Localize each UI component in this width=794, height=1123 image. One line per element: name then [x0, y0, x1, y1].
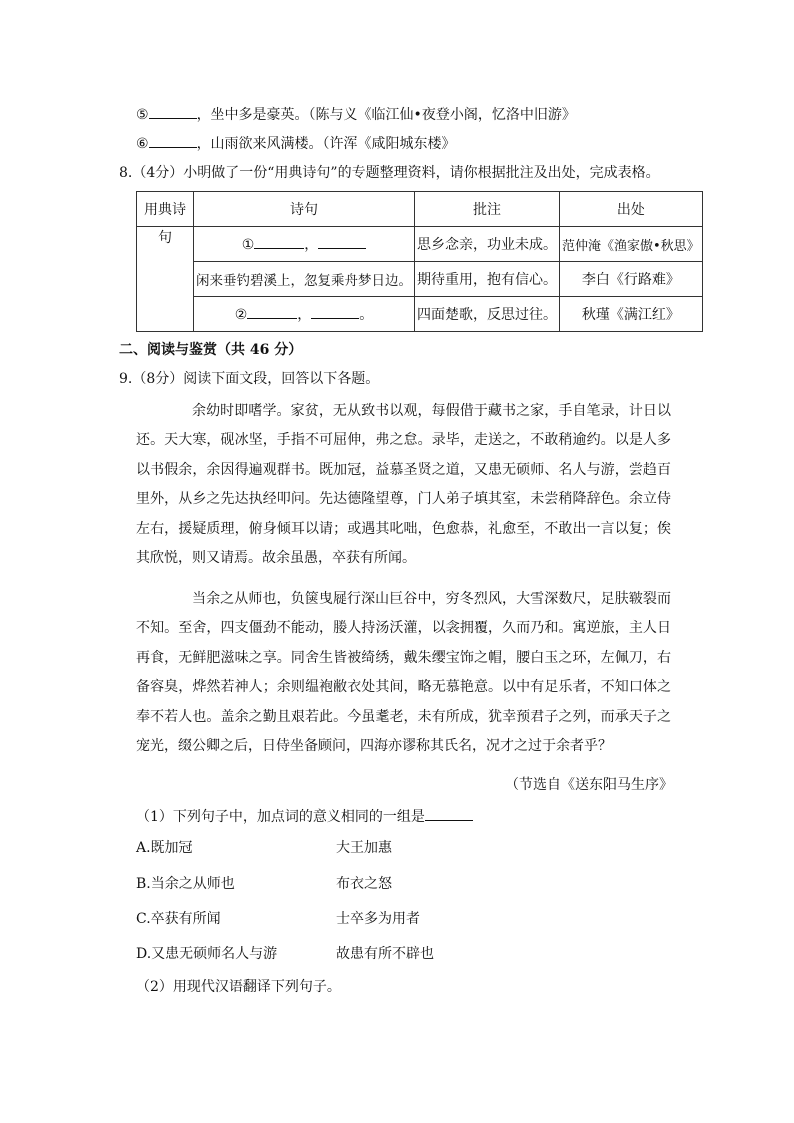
answer-blank[interactable] — [318, 234, 366, 249]
fill-blank-line-5 — [136, 104, 576, 125]
category-cell-empty — [137, 262, 194, 297]
answer-blank[interactable] — [247, 304, 297, 319]
table-row — [137, 297, 703, 332]
answer-blank[interactable] — [149, 104, 197, 119]
option-b-right: 布衣之怒 — [336, 876, 392, 892]
answer-blank[interactable] — [254, 234, 304, 249]
answer-blank[interactable] — [149, 133, 197, 148]
header-cell-category: 用典诗 — [137, 192, 194, 227]
question-8-stem: 8.（4分）小明做了一份“用典诗句”的专题整理资料，请你根据批注及出处，完成表格。 — [119, 165, 660, 181]
table-row — [137, 192, 703, 227]
poem-line-text: ，山雨欲来风满楼。（许浑《咸阳城东楼》 — [196, 136, 456, 152]
option-a-left[interactable]: A.既加冠 — [136, 840, 193, 856]
poem-cell: 闲来垂钓碧溪上，忽复乘舟梦日边。 — [194, 262, 415, 297]
sub-question-2-stem: （2）用现代汉语翻译下列句子。 — [136, 979, 341, 995]
header-cell-note: 批注 — [415, 192, 560, 227]
passage-paragraph-2: 当余之从师也，负箧曳屣行深山巨谷中，穷冬烈风，大雪深数尺，足肤皲裂而不知。至舍，四支僵劲不能动，媵人持汤沃灌，以衾拥覆，久而乃和。寓逆旅，主人日再食，无鲜肥滋味之享。同舍生皆被绮绣，戴朱缨宝饰之帽，腰白玉之环，左佩刀，右备容臭，烨然若神人；余则缊袍敝衣处其间，略无慕艳意。以中有足乐者，不知口体之奉不若人也。盖余之勤且艰若此。今虽耄老，未有所成，犹幸预君子之列，而承天子之宠光，缀公卿之后，日侍坐备顾问，四海亦谬称其氏名，况才之过于余者乎？ — [136, 591, 671, 755]
note-cell: 四面楚歌，反思过往。 — [415, 297, 560, 332]
category-cell: 句 — [137, 227, 194, 262]
poem-cell-blank-2: ② ， 。 — [194, 297, 415, 332]
poem-cell-blank-1: ① ， — [194, 227, 415, 262]
option-b-left[interactable]: B.当余之从师也 — [136, 876, 235, 892]
note-cell: 思乡念亲，功业未成。 — [415, 227, 560, 262]
option-c-right: 士卒多为用者 — [336, 911, 420, 927]
fill-blank-line-6 — [136, 133, 456, 154]
option-a-right: 大王加惠 — [336, 840, 392, 856]
allusion-table — [136, 191, 703, 332]
source-cell: 李白《行路难》 — [560, 262, 703, 297]
poem-line-text: ，坐中多是豪英。（陈与义《临江仙•夜登小阁，忆洛中旧游》 — [196, 107, 576, 123]
answer-blank[interactable] — [425, 806, 473, 821]
header-cell-poem: 诗句 — [194, 192, 415, 227]
source-cell: 范仲淹《渔家傲•秋思》 — [560, 227, 703, 262]
answer-blank[interactable] — [311, 304, 359, 319]
section-title: 二、阅读与鉴赏（共 46 分） — [119, 342, 303, 358]
table-row — [137, 262, 703, 297]
question-9-stem: 9.（8分）阅读下面文段，回答以下各题。 — [119, 371, 380, 387]
circled-number-1: ① — [241, 237, 255, 253]
note-cell: 期待重用，抱有信心。 — [415, 262, 560, 297]
circled-number-6: ⑥ — [136, 136, 149, 152]
source-cell: 秋瑾《满江红》 — [560, 297, 703, 332]
circled-number-5: ⑤ — [136, 107, 149, 123]
passage-paragraph-1: 余幼时即嗜学。家贫，无从致书以观，每假借于藏书之家，手自笔录，计日以还。天大寒，砚冰坚，手指不可屈伸，弗之怠。录毕，走送之，不敢稍逾约。以是人多以书假余，余因得遍观群书。既加冠，益慕圣贤之道，又患无硕师、名人与游，尝趋百里外，从乡之先达执经叩问。先达德隆望尊，门人弟子填其室，未尝稍降辞色。余立侍左右，援疑质理，俯身倾耳以请；或遇其叱咄，色愈恭，礼愈至，不敢出一言以复；俟其欣悦，则又请焉。故余虽愚，卒获有所闻。 — [136, 403, 671, 567]
circled-number-2: ② — [234, 307, 248, 323]
sub-question-1 — [136, 806, 473, 827]
option-d-left[interactable]: D.又患无硕师名人与游 — [136, 946, 278, 962]
table-row — [137, 227, 703, 262]
option-c-left[interactable]: C.卒获有所闻 — [136, 911, 221, 927]
passage-source: （节选自《送东阳马生序》 — [505, 777, 673, 793]
header-cell-source: 出处 — [560, 192, 703, 227]
sub-question-1-stem: （1）下列句子中，加点词的意义相同的一组是 — [136, 809, 425, 825]
option-d-right: 故患有所不辟也 — [336, 946, 434, 962]
category-cell-empty — [137, 297, 194, 332]
